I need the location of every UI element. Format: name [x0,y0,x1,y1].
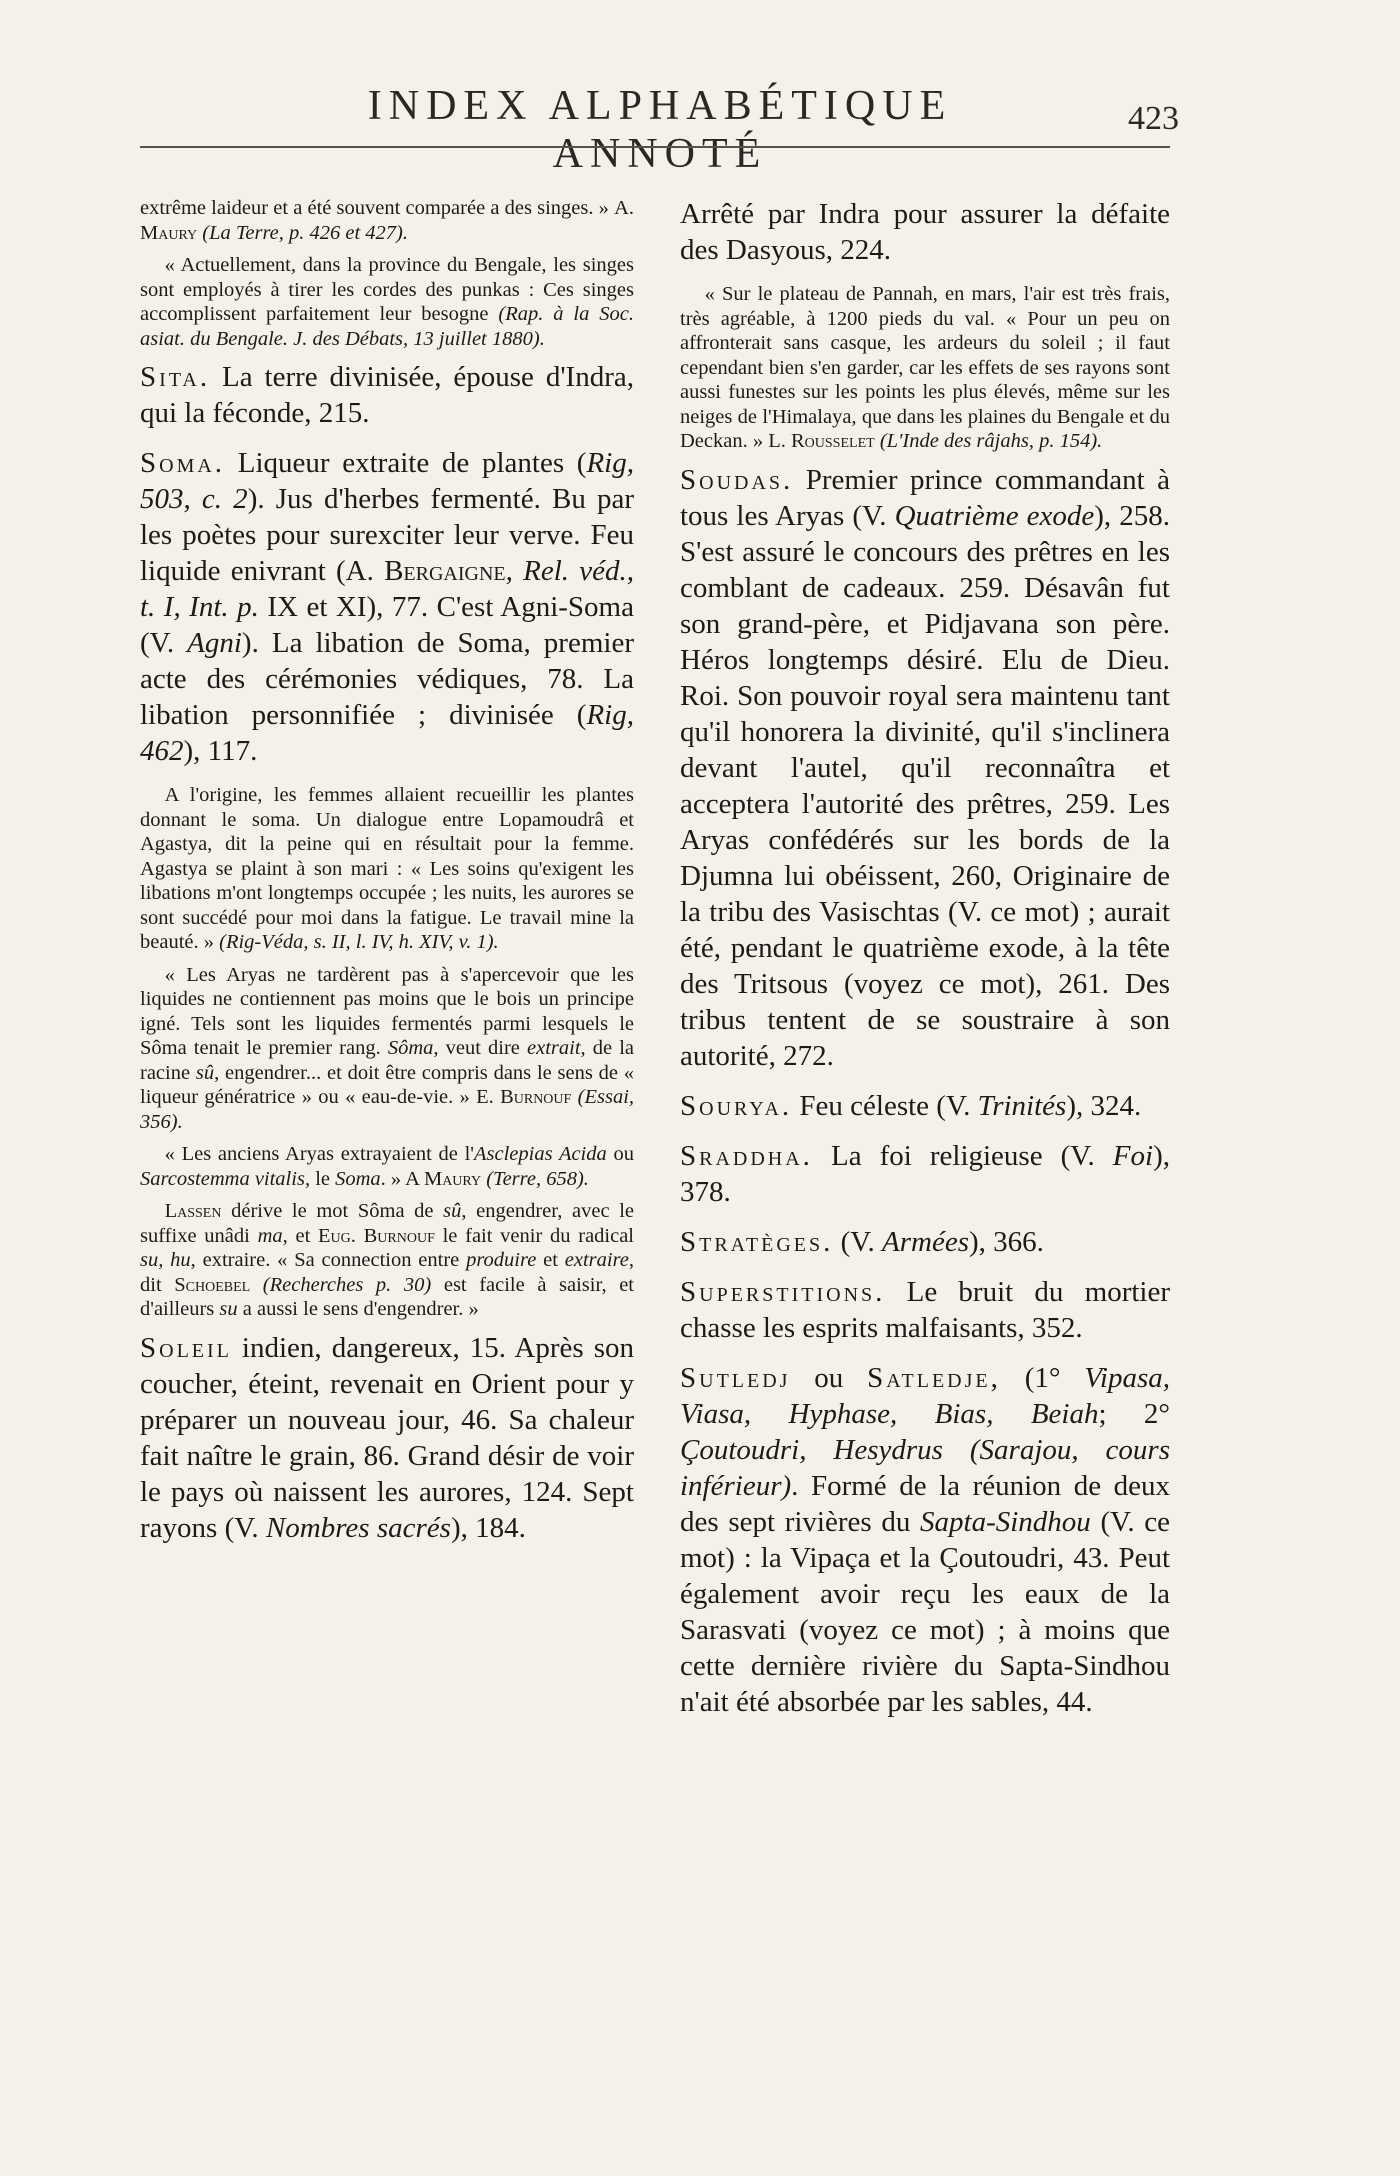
entry-reference: Quatrième exode [894,499,1095,532]
entry-text: ). La libation de Soma, premier acte des cérémonies védiques, 78. La libation personnifiée ; divinisée ( [140,627,634,731]
page-number: 423 [1128,100,1179,137]
note-author: Schoebel [174,1273,251,1296]
entry-author: Bergaigne [384,555,506,587]
entry-sutledj [680,1360,1170,1720]
entry-text: IX et XI), 77. C'est Agni-Soma (V. [140,591,634,659]
note-text: . » A [380,1167,424,1190]
entry-reference: Armées [882,1225,969,1258]
entry-text: ). Jus d'herbes fermenté. Bu par les poètes pour surexciter leur verve. Feu liquide enivrant (A. [140,483,635,587]
entry-soleil [140,1330,634,1546]
note-text: , extraire. « Sa connection entre [190,1249,467,1271]
entry-text: . Formé de la réunion de deux des sept rivières du [680,1469,1170,1538]
entry-soma [140,445,634,769]
note-term: Sôma [387,1037,434,1059]
note-plateau [680,282,1170,454]
entry-text: (V. [833,1225,883,1258]
entry-sita [140,359,634,431]
note-term: extrait [527,1037,581,1059]
entry-reference: , Rel. véd., t. I, Int. p. [140,555,634,623]
note-text: , engendrer... et doit être compris dans le sens de « liqueur génératrice » ou « eau-de-vie. » E. [140,1061,634,1108]
entry-text: (1° [1000,1361,1085,1394]
note-reference: (Essai, 356). [140,1086,635,1133]
note-text: , engendrer, avec le suffixe unâdi [140,1200,634,1247]
right-column [680,196,1170,1734]
entry-strateges [680,1224,1170,1260]
entry-headword: Sourya. [680,1089,793,1122]
note-author: Rousselet [791,430,875,452]
note-reference: (Rig-Véda, s. II, l. IV, h. XIV, v. 1). [219,931,499,953]
entry-headword: Soudas. [680,463,794,496]
note-text: « Actuellement, dans la province du Bengale, les singes sont employés à tirer les cordes des punkas : Ces singes accomplissent parfaitement leur besogne [140,254,634,325]
note-text: dérive le mot Sôma de [221,1200,444,1222]
entry-sraddha [680,1138,1170,1210]
note-reference: (L'Inde des râjahs, p. 154). [874,430,1103,452]
note-term: produire [466,1249,537,1271]
entry-reference: Sapta-Sindhou [920,1505,1091,1538]
note-singes [140,253,634,351]
entry-headword: Sutledj [680,1361,791,1394]
note-origine [140,783,634,955]
running-header: INDEX ALPHABÉTIQUE ANNOTÉ [367,83,953,177]
entry-text: La foi religieuse (V. [812,1139,1113,1172]
entry-text: indien, dangereux, 15. Après son coucher, éteint, revenait en Orient pour y préparer un nouveau jour, 46. Sa chaleur fait naître le grain, 86. Grand désir de voir le pays où naissent les aurores, 124. Sept rayons (V. [140,1331,634,1544]
note-reference: (Terre, 658). [481,1167,589,1190]
entry-superstitions [680,1274,1170,1346]
note-author: Lassen [164,1200,222,1222]
entry-text: La terre divinisée, épouse d'Indra, qui la féconde, 215. [140,361,634,429]
entry-text: ), 258. S'est assuré le concours des prêtres en les comblant de cadeaux. 259. Désavân fut son grand-père, et Pidjavana son père. Héros longtemps désiré. Elu de Dieu. Roi. Son pouvoir royal sera maintenu tant qu'il honorera la divinité, qu'il s'inclinera devant l'autel, qu'il reconnaîtra et acceptera l'autorité des prêtres, 259. Les Aryas confédérés sur les bords de la Djumna lui obéissent, 260, Originaire de la tribu des Vasischtas (V. ce mot) ; aurait été, pendant le quatrième exode, à la tête des Tritsous (voyez ce mot), 261. Des tribus tentent de se soustraire à son autorité, 272. [680,499,1170,1072]
left-column [140,196,634,1560]
entry-text: ), 324. [1066,1089,1142,1122]
note-term: Sarcostemma vitalis [140,1167,305,1190]
note-text: et [536,1249,565,1271]
note-term: Asclepias Acida [474,1143,607,1165]
entry-text: ), 378. [680,1139,1170,1208]
entry-text: ou [790,1361,868,1394]
note-text: a aussi le sens d'engendrer. » [237,1298,479,1320]
note-text: , de la racine [140,1037,634,1084]
note-term: sû [443,1200,462,1222]
entry-headword: Sita. [140,361,211,393]
entry-text: Premier prince commandant à tous les Aryas (V. [680,463,1170,532]
entry-text: ), 184. [450,1511,526,1544]
entry-headword: Soleil [140,1331,232,1364]
entry-text: Feu céleste (V. [792,1089,978,1122]
note-text: , dit [140,1249,635,1296]
entry-text: ), 366. [969,1225,1044,1258]
note-text: « Les anciens Aryas extrayaient de l' [164,1143,474,1165]
note-text: « Sur le plateau de Pannah, en mars, l'air est très frais, très agréable, à 1200 pieds du val. « Pour un peu on affronterait sans casque, les ardeurs du soleil ; il faut cependant bien s'en garder, car les effets de ses rayons sont aussi funestes sur les points les plus élevés, même sur les neiges de l'Himalaya, que dans les plaines du Bengale et du Deckan. » L. [680,283,1170,452]
entry-headword: Sraddha. [680,1139,813,1172]
entry-reference: Agni [187,627,242,659]
note-term: extraire [564,1249,629,1271]
entry-text: ; 2° [1098,1397,1171,1430]
header-rule [140,146,1170,148]
note-text: le fait venir du radical [434,1224,635,1247]
entry-text: Arrêté par Indra pour assurer la défaite des Dasyous, 224. [680,198,1170,266]
entry-reference: Rig, 462 [140,699,634,767]
note-author: Eug. Burnouf [318,1224,435,1247]
note-text: , et [282,1224,319,1247]
note-text: A l'origine, les femmes allaient recueillir les plantes donnant le soma. Un dialogue entre Lopamoudrâ et Agastya, dit la peine qui en résultait pour la femme. Agastya se plaint à son mari : « Les soins qu'exigent les libations m'ont longtemps occupée ; les nuits, les aurores se sont succédé pour moi dans la fatigue. Le travail mine la beauté. » [140,784,634,953]
entry-text: ), 117. [183,735,258,767]
note-reference: (Rap. à la Soc. asiat. du Bengale. J. des Débats, 13 juillet 1880). [140,303,634,350]
entry-headword: Satledje, [867,1361,1001,1394]
note-text: , le [304,1167,336,1190]
note-reference: (La Terre, p. 426 et 427). [202,221,409,244]
note-author: A. Maury [140,197,634,244]
entry-reference: Vipasa, Viasa, Hyphase, Bias, Beiah [680,1361,1170,1430]
note-term: su [219,1298,238,1320]
entry-reference: Çoutoudri, Hesydrus (Sarajou, cours inférieur) [680,1433,1170,1502]
entry-text: Le bruit du mortier chasse les esprits malfaisants, 352. [680,1275,1170,1344]
note-term: Soma [335,1167,381,1190]
note-reference: (Recherches p. 30) [250,1273,432,1296]
entry-headword: Stratèges. [680,1225,834,1258]
entry-reference: Nombres sacrés [265,1511,451,1544]
note-term: sû [195,1061,215,1084]
note-term: ma [257,1224,283,1247]
note-text: « Les Aryas ne tardèrent pas à s'apercevoir que les liquides ne contiennent pas moins que le bois un principe igné. Tels sont les liquides fermentés parmi lesquels le Sôma tenait le premier rang. [140,963,634,1059]
entry-soudas [680,462,1170,1074]
entry-text: (V. ce mot) : la Vipaça et la Çoutoudri, 43. Peut également avoir reçu les eaux de la Sarasvati (voyez ce mot) ; à moins que cette dernière rivière du Sapta-Sindhou n'ait été absorbée par les sables, 44. [680,1505,1170,1718]
entry-headword: Soma. [140,447,226,479]
note-aryas [140,963,634,1135]
entry-sourya [680,1088,1170,1124]
entry-text: Liqueur extraite de plantes ( [225,447,587,479]
entry-reference: Foi [1112,1139,1154,1172]
note-anciens [140,1142,634,1191]
note-author: Burnouf [500,1086,572,1108]
note-term: su, hu [140,1249,191,1271]
note-text: est facile à saisir, et d'ailleurs [140,1273,634,1320]
entry-continued [680,196,1170,268]
entry-reference: Trinités [977,1089,1067,1122]
note-author: Maury [423,1167,482,1190]
note-lassen [140,1199,634,1322]
entry-reference: Rig, 503, c. 2 [140,447,634,515]
entry-headword: Superstitions. [680,1275,886,1308]
continued-note [140,196,634,245]
note-text: extrême laideur et a été souvent comparée a des singes. » [140,197,615,219]
note-text: , veut dire [433,1037,527,1059]
note-text: ou [606,1143,635,1165]
